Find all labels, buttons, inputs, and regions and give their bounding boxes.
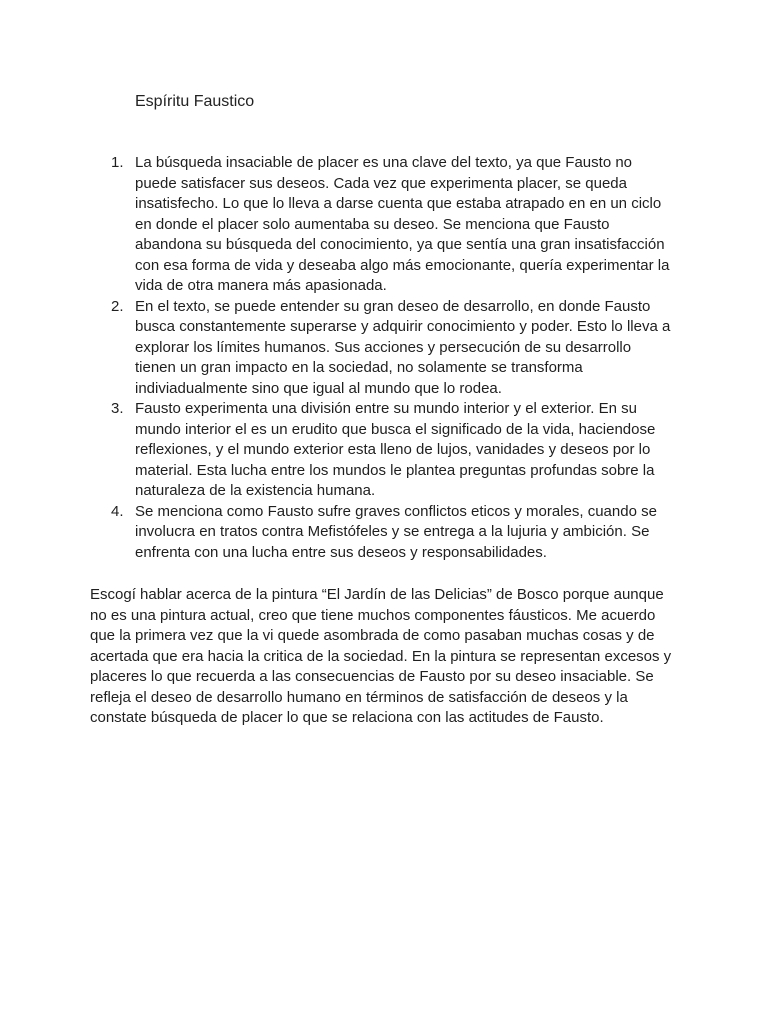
body-paragraph: Escogí hablar acerca de la pintura “El Jardín de las Delicias” de Bosco porque aunque no es una pintura actual, creo que tiene muchos componentes fáusticos. Me acuerdo que la primera vez que la vi quede asombrada de como pasaban muchas cosas y de acertada que era hacia la critica de la sociedad. En la pintura se representan excesos y placeres lo que recuerda a las consecuencias de Fausto por su deseo insaciable. Se refleja el deseo de desarrollo humano en términos de satisfacción de deseos y la constate búsqueda de placer lo que se relaciona con las actitudes de Fausto. [90,586,672,726]
list-item-number: 3. [111,400,124,417]
list-item-number: 4. [111,502,124,520]
list-item-text: En el texto, se puede entender su gran deseo de desarrollo, en donde Fausto busca constantemente superarse y adquirir conocimiento y poder. Esto lo lleva a explorar los límites humanos. Sus acciones y persecución de su desarrollo tienen un gran impacto en la sociedad, no solamente se transforma indiviadualmente sino que igual al mundo que lo rodea. [135,297,671,397]
list-item-text: La búsqueda insaciable de placer es una clave del texto, ya que Fausto no puede satisfacer sus deseos. Cada vez que experimenta placer, se queda insatisfecho. Lo que lo lleva a darse cuenta que estaba atrapado en en un ciclo en donde el placer solo aumentaba su deseo. Se menciona que Fausto abandona su búsqueda del conocimiento, ya que sentía una gran insatisfacción con esa forma de vida y deseaba algo más emocionante, quería experimentar la vida de otra manera más apasionada. [135,154,670,294]
list-item [0,297,768,400]
list-item-number: 2. [111,297,124,315]
list-item [0,502,768,564]
list-item-text: Fausto experimenta una división entre su mundo interior y el exterior. En su mundo interior el es un erudito que busca el significado de la vida, haciendose reflexiones, y el mundo exterior esta lleno de lujos, vanidades y deseos por lo material. Esta lucha entre los mundos le plantea preguntas profundas sobre la naturaleza de la existencia humana. [135,400,656,499]
list-item [0,399,768,502]
list-item-text: Se menciona como Fausto sufre graves conflictos eticos y morales, cuando se involucra en tratos contra Mefistófeles y se entrega a la lujuria y ambición. Se enfrenta con una lucha entre sus deseos y responsabilidades. [135,502,657,561]
document-title: Espíritu Faustico [135,93,255,110]
list-item-number: 1. [111,154,124,171]
numbered-list [0,153,768,563]
list-item [0,153,768,297]
